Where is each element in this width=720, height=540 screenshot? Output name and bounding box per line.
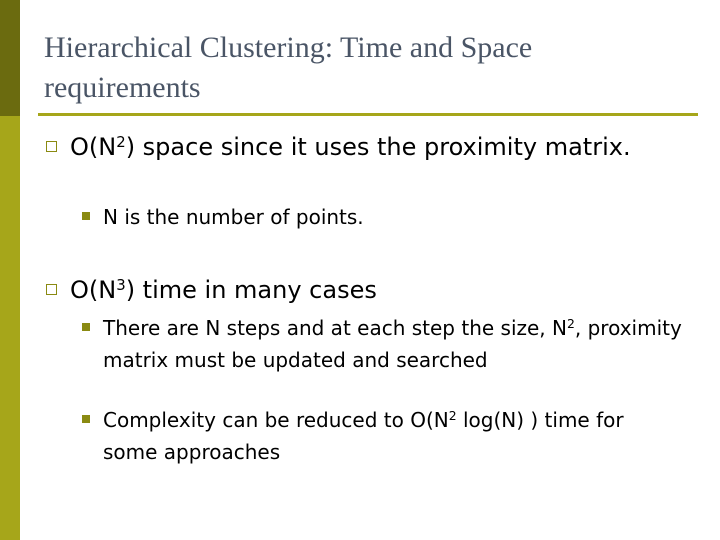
sub-bullet-text-post: log(N) ) time for some approaches [103, 408, 624, 464]
bullet-text-superscript: 2 [116, 132, 126, 151]
sub-bullet-text-pre: There are N steps and at each step the size, N [103, 316, 567, 340]
sidebar-accent-light [0, 116, 20, 540]
bullet-text-post: ) space since it uses the proximity matrix. [125, 133, 631, 161]
sub-bullet-text: N is the number of points. [103, 205, 364, 229]
title-divider [38, 113, 698, 116]
hollow-square-bullet-icon [46, 284, 57, 295]
bullet-space-complexity [70, 131, 670, 163]
sub-bullet-n-definition [103, 201, 683, 233]
bullet-text-superscript: 3 [116, 275, 126, 294]
slide-title: Hierarchical Clustering: Time and Space requirements [44, 31, 533, 104]
bullet-text-pre: O(N [70, 276, 117, 304]
sub-bullet-text-superscript: 2 [566, 316, 575, 332]
sidebar-accent-dark [0, 0, 20, 116]
filled-square-bullet-icon [82, 323, 90, 331]
sub-bullet-reduced-complexity [103, 404, 683, 468]
sub-bullet-steps [103, 312, 683, 376]
filled-square-bullet-icon [82, 212, 90, 220]
sub-bullet-text-post: , proximity matrix must be updated and searched [103, 316, 682, 372]
bullet-text-pre: O(N [70, 133, 117, 161]
sub-bullet-text-superscript: 2 [448, 408, 457, 424]
bullet-time-complexity [70, 274, 670, 306]
bullet-text-post: ) time in many cases [125, 276, 377, 304]
hollow-square-bullet-icon [46, 141, 57, 152]
sub-bullet-text-pre: Complexity can be reduced to O(N [103, 408, 449, 432]
filled-square-bullet-icon [82, 415, 90, 423]
